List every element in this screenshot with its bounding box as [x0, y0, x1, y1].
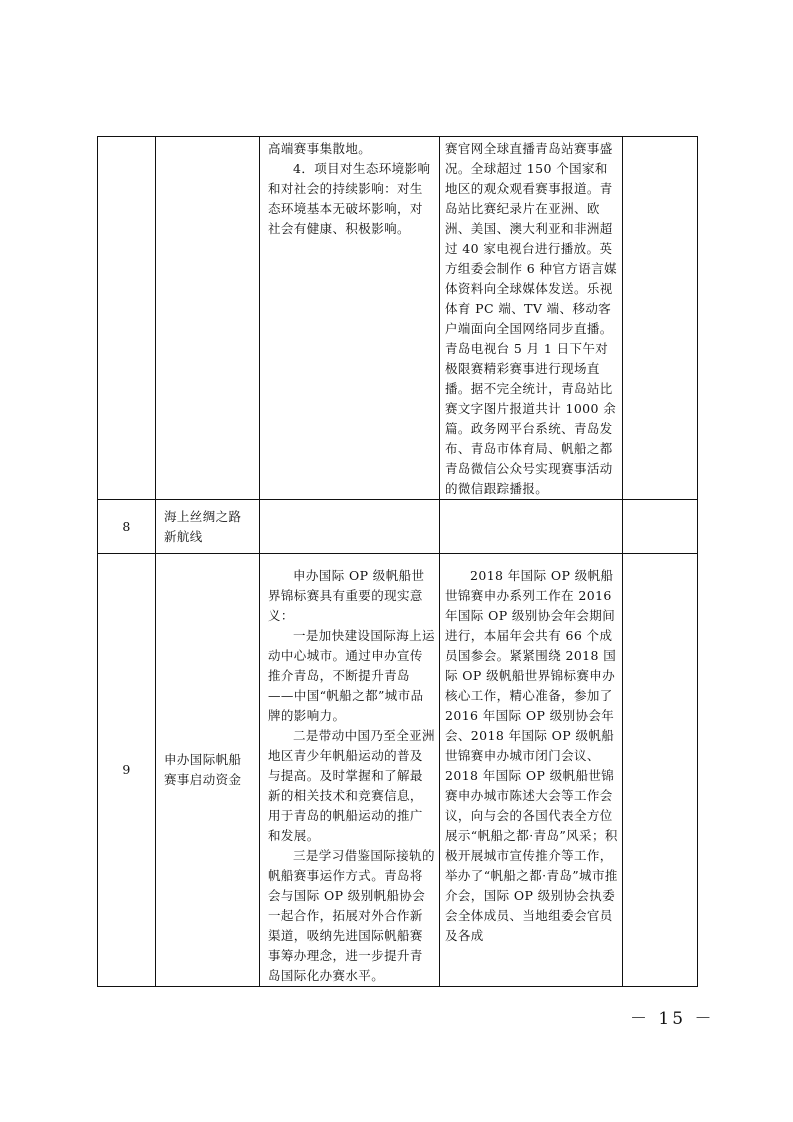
significance-paragraph: 一是加快建设国际海上运动中心城市。通过申办宣传推介青岛，不断提升青岛——中国“帆船之都”城市品牌的影响力。: [268, 628, 435, 723]
significance-paragraph: 二是带动中国乃至全亚洲地区青少年帆船运动的普及与提高。及时掌握和了解最新的相关技术和竞赛信息，用于青岛的帆船运动的推广和发展。: [268, 728, 435, 843]
significance-paragraph: 申办国际 OP 级帆船世界锦标赛具有重要的现实意义：: [268, 568, 425, 623]
cell-name-empty: [156, 137, 260, 500]
cell-significance: [260, 137, 440, 500]
row-number: 9: [98, 554, 156, 987]
cell-number-empty: [98, 137, 156, 500]
project-table: [97, 136, 698, 987]
cell-progress: [440, 554, 623, 987]
cell-significance-empty: [260, 500, 440, 554]
significance-line: 高端赛事集散地。: [268, 141, 372, 156]
cell-progress-empty: [440, 500, 623, 554]
table-row: [98, 554, 698, 987]
progress-paragraph: 2018 年国际 OP 级帆船世锦赛申办系列工作在 2016 年国际 OP 级别协会年会期间进行，本届年会共有 66 个成员国参会。紧紧围绕 2018 国际 OP 级帆船世界锦标赛申办核心工作，精心准备，参加了 2016 年国际 OP 级别协会年会、2018 年国际 OP 级帆船世锦赛申办城市闭门会议、2018 年国际 OP 级帆船世锦赛申办城市陈述大会等工作会议，向与会的各国代表全方位展示“帆船之都·青岛”风采；积极开展城市宣传推介等工作，举办了“帆船之都·青岛”城市推介会，国际 OP 级别协会执委会全体成员、当地组委会官员及各成: [445, 568, 618, 943]
progress-paragraph: 赛官网全球直播青岛站赛事盛况。全球超过 150 个国家和地区的观众观看赛事报道。青岛站比赛纪录片在亚洲、欧洲、美国、澳大利亚和非洲超过 40 家电视台进行播放。英方组委会制作 6 种官方语言媒体资料向全球媒体发送。乐视体育 PC 端、TV 端、移动客户端面向全国网络同步直播。青岛电视台 5 月 1 日下午对极限赛精彩赛事进行现场直播。据不完全统计，青岛站比赛文字图片报道共计 1000 余篇。政务网平台系统、青岛发布、青岛市体育局、帆船之都青岛微信公众号实现赛事活动的微信跟踪播报。: [445, 141, 617, 496]
project-name: 海上丝绸之路新航线: [156, 500, 260, 554]
significance-paragraph: 三是学习借鉴国际接轨的帆船赛事运作方式。青岛将会与国际 OP 级别帆船协会一起合作，拓展对外合作新渠道，吸纳先进国际帆船赛事筹办理念，进一步提升青岛国际化办赛水平。: [268, 848, 435, 983]
project-name: 申办国际帆船赛事启动资金: [156, 554, 260, 987]
cell-remarks-empty: [623, 137, 698, 500]
page-number: － 15 －: [630, 1009, 715, 1029]
cell-progress: [440, 137, 623, 500]
significance-paragraph: 4．项目对生态环境影响和对社会的持续影响：对生态环境基本无破坏影响，对社会有健康、积极影响。: [268, 161, 431, 236]
row-number: 8: [98, 500, 156, 554]
cell-remarks-empty: [623, 500, 698, 554]
cell-significance: [260, 554, 440, 987]
table-row-continued: [98, 137, 698, 500]
table-row: [98, 500, 698, 554]
cell-remarks-empty: [623, 554, 698, 987]
